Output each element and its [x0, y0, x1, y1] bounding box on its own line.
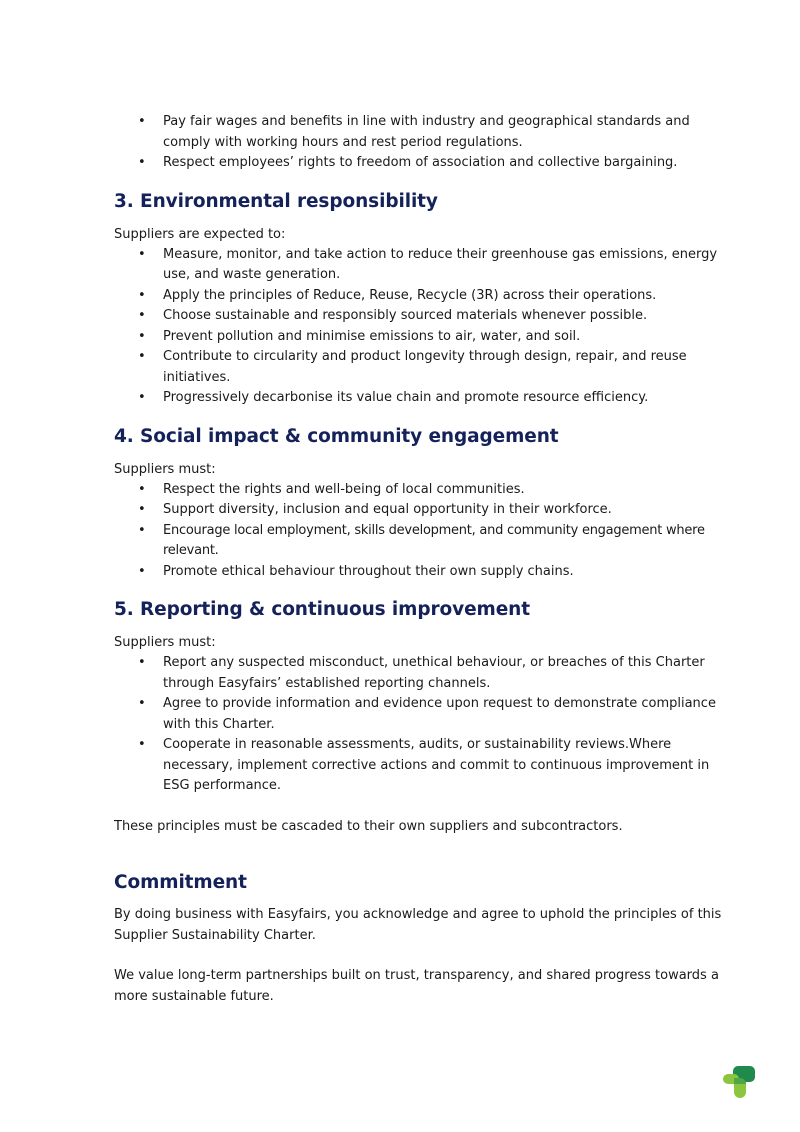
list-item-text: Pay fair wages and benefits in line with industry and geographical standards and comply with working hours and rest period regulations. [163, 114, 690, 150]
bullet-icon: • [138, 655, 146, 670]
easyfairs-logo-icon [721, 1064, 757, 1100]
list-item [114, 653, 730, 694]
list-item [114, 480, 730, 501]
section-heading-reporting: 5. Reporting & continuous improvement [114, 599, 530, 620]
reporting-bullet-list [114, 653, 730, 797]
document-content [114, 112, 730, 1007]
list-item-text: Report any suspected misconduct, unethical behaviour, or breaches of this Charter through Easyfairs’ established reporting channels. [163, 655, 705, 691]
bullet-icon: • [138, 502, 146, 517]
list-item [114, 500, 730, 521]
list-item [114, 112, 730, 153]
bullet-icon: • [138, 287, 146, 303]
bullet-icon: • [138, 155, 146, 170]
list-item-text: Progressively decarbonise its value chain and promote resource efficiency. [163, 390, 649, 405]
bullet-icon: • [138, 114, 146, 129]
cascade-note: These principles must be cascaded to their own suppliers and subcontractors. [114, 818, 623, 834]
list-item [114, 347, 730, 388]
list-item-text: Measure, monitor, and take action to reduce their greenhouse gas emissions, energy use, and waste generation. [163, 246, 718, 282]
list-item [114, 521, 730, 562]
section-heading-commitment: Commitment [114, 872, 247, 893]
bullet-icon: • [138, 390, 146, 405]
section-intro: Suppliers must: [114, 635, 216, 650]
labor-bullet-list [114, 112, 730, 174]
social-bullet-list [114, 480, 730, 583]
list-item [114, 694, 730, 735]
list-item [114, 153, 730, 174]
bullet-icon: • [138, 522, 146, 538]
list-item-text: Prevent pollution and minimise emissions to air, water, and soil. [163, 328, 581, 344]
list-item [114, 735, 730, 797]
list-item-text: Apply the principles of Reduce, Reuse, Recycle (3R) across their operations. [163, 287, 657, 303]
section-heading-social: 4. Social impact & community engagement [114, 425, 559, 447]
bullet-icon: • [138, 246, 146, 262]
list-item [114, 306, 730, 327]
list-item-text: Encourage local employment, skills development, and community engagement where relevant. [163, 522, 705, 558]
bullet-icon: • [138, 349, 146, 364]
bullet-icon: • [138, 308, 146, 323]
list-item-text: Choose sustainable and responsibly sourced materials whenever possible. [163, 308, 648, 323]
section-intro: Suppliers must: [114, 461, 216, 477]
list-item [114, 245, 730, 286]
list-item [114, 388, 730, 409]
list-item-text: Respect the rights and well-being of local communities. [163, 481, 525, 497]
list-item-text: Contribute to circularity and product longevity through design, repair, and reuse initiatives. [163, 349, 687, 385]
bullet-icon: • [138, 563, 146, 579]
list-item-text: Support diversity, inclusion and equal opportunity in their workforce. [163, 502, 612, 517]
list-item-text: Agree to provide information and evidence upon request to demonstrate compliance with this Charter. [163, 696, 716, 732]
list-item-text: Promote ethical behaviour throughout their own supply chains. [163, 563, 574, 579]
bullet-icon: • [138, 696, 146, 711]
list-item [114, 286, 730, 307]
environmental-bullet-list [114, 245, 730, 409]
logo-overlap-shape [734, 1078, 746, 1084]
list-item-text: Respect employees’ rights to freedom of association and collective bargaining. [163, 155, 678, 170]
list-item [114, 327, 730, 348]
section-intro: Suppliers are expected to: [114, 226, 286, 242]
list-item [114, 562, 730, 583]
list-item-text: Cooperate in reasonable assessments, audits, or sustainability reviews.Where necessary, implement corrective actions and commit to continuous improvement in ESG performance. [163, 737, 710, 793]
bullet-icon: • [138, 737, 146, 752]
section-heading-environmental: 3. Environmental responsibility [114, 190, 438, 212]
commitment-paragraph: By doing business with Easyfairs, you acknowledge and agree to uphold the principles of this Supplier Sustainability Charter. [114, 907, 722, 943]
commitment-paragraph: We value long-term partnerships built on trust, transparency, and shared progress towards a more sustainable future. [114, 968, 719, 1004]
bullet-icon: • [138, 481, 146, 497]
bullet-icon: • [138, 328, 146, 344]
